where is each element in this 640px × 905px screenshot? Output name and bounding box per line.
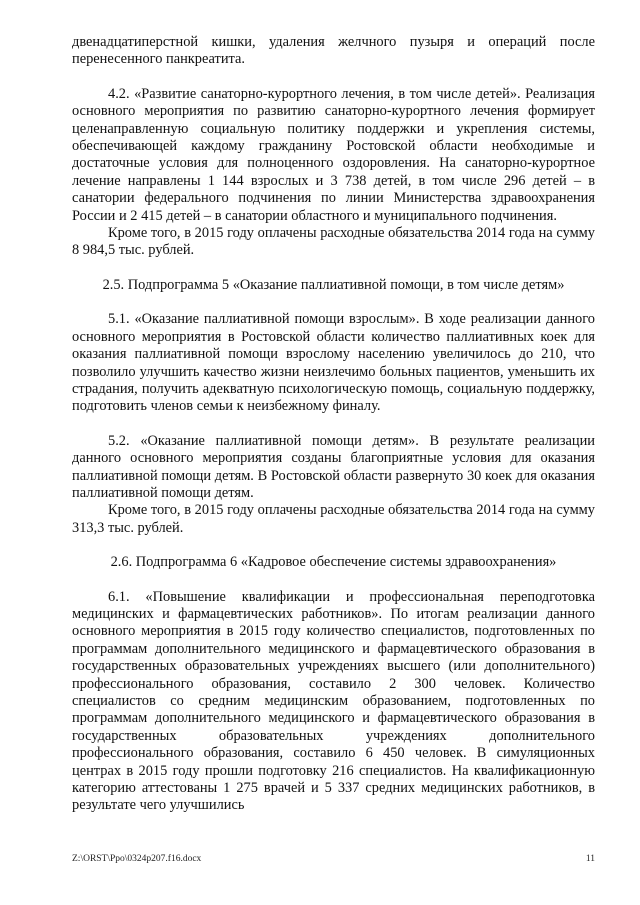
paragraph-5-2: 5.2. «Оказание паллиативной помощи детям». В результате реализации данного основного мероприятия созданы благоприятные условия для оказания паллиативной помощи детям. В Ростовской области развернуто 30 коек для оказания паллиативной помощи детям.	[72, 432, 595, 501]
document-page	[72, 34, 595, 815]
paragraph-continuation: двенадцатиперстной кишки, удаления желчного пузыря и операций после перенесенного панкреатита.	[72, 34, 595, 68]
paragraph-4-2-expenses: Кроме того, в 2015 году оплачены расходные обязательства 2014 года на сумму 8 984,5 тыс. рублей.	[72, 225, 595, 259]
heading-subprogram-5: 2.5. Подпрограмма 5 «Оказание паллиативной помощи, в том числе детям»	[102, 276, 565, 293]
paragraph-6-1: 6.1. «Повышение квалификации и профессиональная переподготовка медицинских и фармацевтических работников». По итогам реализации данного основного мероприятия в 2015 году количество специалистов, подготовленных по программам дополнительного медицинского и фармацевтического образования в государственных образовательных учреждениях высшего (или дополнительного) профессионального образования, составило 2 300 человек. Количество специалистов со средним медицинским образованием, подготовленных по программам дополнительного медицинского и фармацевтического образования в государственных образовательных учреждениях дополнительного профессионального образования, составило 6 450 человек. В симуляционных центрах в 2015 году прошли подготовку 216 специалистов. На квалификационную категорию аттестованы 1 275 врачей и 5 337 средних медицинских работников, в результате чего улучшились	[72, 588, 595, 814]
paragraph-5-2-expenses: Кроме того, в 2015 году оплачены расходные обязательства 2014 года на сумму 313,3 тыс. рублей.	[72, 502, 595, 536]
page-number: 11	[585, 854, 595, 864]
paragraph-4-2: 4.2. «Развитие санаторно-курортного лечения, в том числе детей». Реализация основного мероприятия по развитию санаторно-курортного лечения формирует целенаправленную социальную политику поддержки и укрепления системы, обеспечивающей каждому гражданину Ростовской области необходимые и достаточные условия для полноценного оздоровления. На санаторно-курортное лечение направлены 1 144 взрослых и 3 738 детей, в том числе 296 детей – в санатории федерального подчинения по линии Министерства здравоохранения России и 2 415 детей – в санатории областного и муниципального подчинения.	[72, 85, 595, 224]
heading-subprogram-6: 2.6. Подпрограмма 6 «Кадровое обеспечение системы здравоохранения»	[110, 554, 557, 571]
footer-file-path: Z:\ORST\Ppo\0324p207.f16.docx	[72, 854, 202, 864]
paragraph-5-1: 5.1. «Оказание паллиативной помощи взрослым». В ходе реализации данного основного мероприятия в Ростовской области количество паллиативных коек для оказания паллиативной помощи взрослому населению увеличилось до 210, что позволило улучшить качество жизни неизлечимо больных пациентов, уменьшить их страдания, получить адекватную психологическую помощь, социальную поддержку, подготовить членов семьи к неизбежному финалу.	[72, 311, 595, 415]
